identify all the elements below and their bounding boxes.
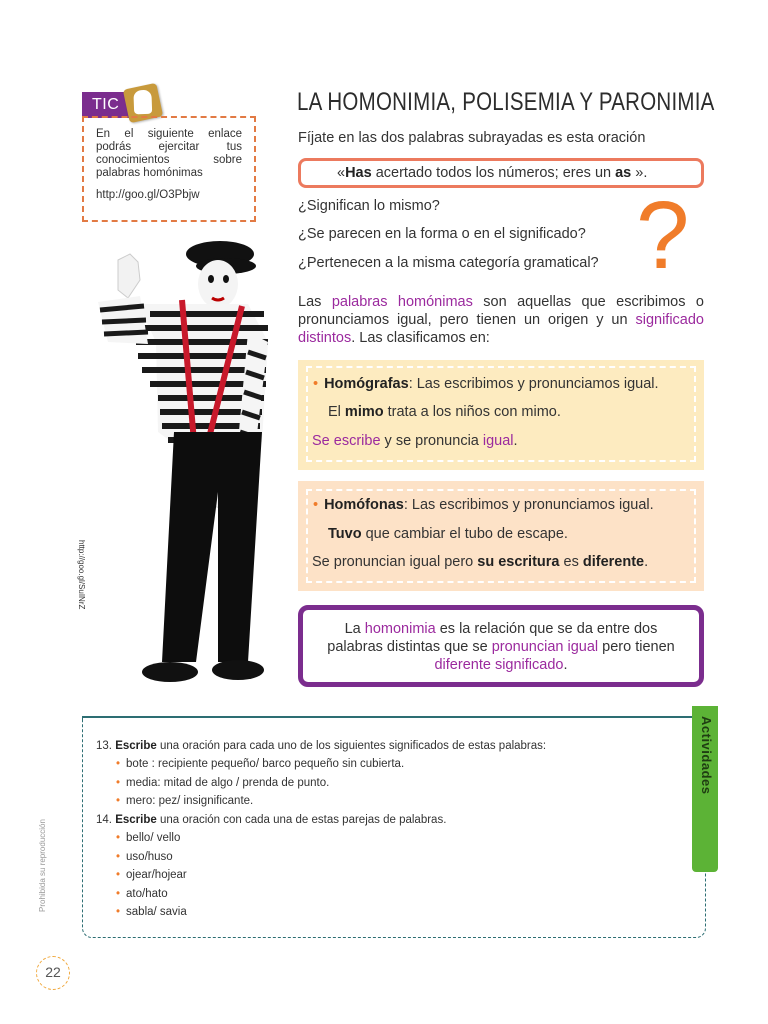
question-1: ¿Significan lo mismo? — [298, 198, 440, 214]
list-item: • bote : recipiente pequeño/ barco pequeño sin cubierta. — [116, 758, 405, 770]
activity-14-verb: Escribe — [115, 814, 157, 826]
mime-image — [78, 232, 278, 692]
activity-14-item-1: bello/ vello — [126, 832, 181, 844]
homofonas-desc: : Las escribimos y pronunciamos igual. — [403, 497, 654, 513]
def-part-2: son aquellas que escribimos o pronunciamos igual, pero tienen un origen y un — [298, 294, 704, 328]
activity-14-number: 14. — [96, 814, 112, 826]
definition-paragraph — [298, 293, 704, 347]
term-pronuncian-igual: pronuncian igual — [491, 639, 599, 655]
word-as: as — [615, 165, 632, 181]
activity-13-item-2: media: mitad de algo / prenda de punto. — [126, 777, 330, 789]
homofonas-example — [328, 526, 568, 542]
homografas-ex-post: trata a los niños con mimo. — [383, 404, 561, 420]
term-palabras-homonimas: palabras homónimas — [331, 294, 473, 310]
homografas-term: Homógrafas — [324, 376, 409, 392]
activity-14-text: una oración con cada una de estas parejas de palabras. — [156, 814, 447, 826]
question-mark-icon: ? — [636, 182, 690, 289]
activities-tab-label: Actividades — [699, 716, 714, 795]
activity-14-item-5: sabla/ savia — [126, 906, 187, 918]
page-title: LA HOMONIMIA, POLISEMIA Y PARONIMIA — [297, 88, 715, 116]
def-part-3: . Las clasificamos en: — [351, 330, 490, 346]
hom-part-3: pero tienen — [598, 639, 675, 655]
hom-part-1: La — [344, 621, 365, 637]
homofonas-term: Homófonas — [324, 497, 404, 513]
homofonas-note-3: es — [559, 554, 583, 570]
quote-middle: acertado todos los números; eres un — [371, 165, 616, 181]
hom-part-2: es la relación que se da entre dos palabras distintas que se — [327, 621, 658, 655]
copyright-note: Prohibida su reproducción — [38, 819, 47, 912]
activity-13-item-3: mero: pez/ insignificante. — [126, 795, 254, 807]
activity-13 — [96, 740, 546, 752]
image-credit: http://goo.gl/SuINrZ — [77, 540, 86, 610]
activity-13-text: una oración para cada uno de los siguientes significados de estas palabras: — [156, 740, 547, 752]
intro-text: Fíjate en las dos palabras subrayadas es esta oración — [298, 130, 646, 146]
activity-13-item-1: bote : recipiente pequeño/ barco pequeño sin cubierta. — [126, 758, 405, 770]
note-end: . — [513, 433, 518, 449]
list-item: • mero: pez/ insignificante. — [116, 795, 254, 807]
term-significado-distintos: significado distintos — [298, 312, 704, 346]
activity-14-item-3: ojear/hojear — [126, 869, 187, 881]
homofonas-note-1: Se pronuncian igual pero — [312, 554, 478, 570]
note-diferente: diferente — [582, 554, 645, 570]
note-su-escritura: su escritura — [477, 554, 560, 570]
activity-13-number: 13. — [96, 740, 112, 752]
homografas-ex-pre: El — [328, 404, 345, 420]
note-igual: igual — [482, 433, 514, 449]
list-item: • ojear/hojear — [116, 869, 187, 881]
question-2: ¿Se parecen en la forma o en el significado? — [298, 226, 586, 242]
homografas-note — [312, 433, 518, 449]
note-mid: y se pronuncia — [380, 433, 483, 449]
activity-14-item-4: ato/hato — [126, 888, 168, 900]
tic-text: En el siguiente enlace podrás ejercitar tus conocimientos sobre palabras homónimas — [96, 128, 242, 179]
homofonas-ex-post: que cambiar el tubo de escape. — [361, 526, 568, 542]
word-tuvo: Tuvo — [328, 526, 362, 542]
list-item: • ato/hato — [116, 888, 168, 900]
question-3: ¿Pertenecen a la misma categoría gramatical? — [298, 255, 599, 271]
list-item: • media: mitad de algo / prenda de punto. — [116, 777, 330, 789]
homografas-desc: : Las escribimos y pronunciamos igual. — [408, 376, 659, 392]
quote-close: ». — [631, 165, 648, 181]
def-part-1: Las — [298, 294, 332, 310]
quote-open: « — [337, 165, 346, 181]
tic-box — [82, 116, 256, 222]
homografas-example — [328, 404, 561, 420]
list-item: • uso/huso — [116, 851, 173, 863]
homografas-heading: • Homógrafas: Las escribimos y pronunciamos igual. — [313, 376, 659, 392]
tic-label: TIC — [82, 92, 130, 118]
homonimia-definition-box — [298, 605, 704, 687]
term-diferente-significado: diferente significado — [434, 657, 564, 673]
word-mimo: mimo — [344, 404, 384, 420]
activity-14-item-2: uso/huso — [126, 851, 173, 863]
homofonas-heading: • Homófonas: Las escribimos y pronunciamos igual. — [313, 497, 654, 513]
activity-14 — [96, 814, 446, 826]
list-item: • sabla/ savia — [116, 906, 187, 918]
homofonas-note — [312, 554, 648, 570]
term-homonimia: homonimia — [364, 621, 436, 637]
homofonas-note-5: . — [644, 554, 649, 570]
list-item: • bello/ vello — [116, 832, 181, 844]
page-number: 22 — [36, 956, 70, 990]
tic-link[interactable]: http://goo.gl/O3Pbjw — [96, 189, 200, 201]
word-has: Has — [345, 165, 372, 181]
hom-part-4: . — [563, 657, 568, 673]
note-se-escribe: Se escribe — [312, 433, 381, 449]
activity-13-verb: Escribe — [115, 740, 157, 752]
